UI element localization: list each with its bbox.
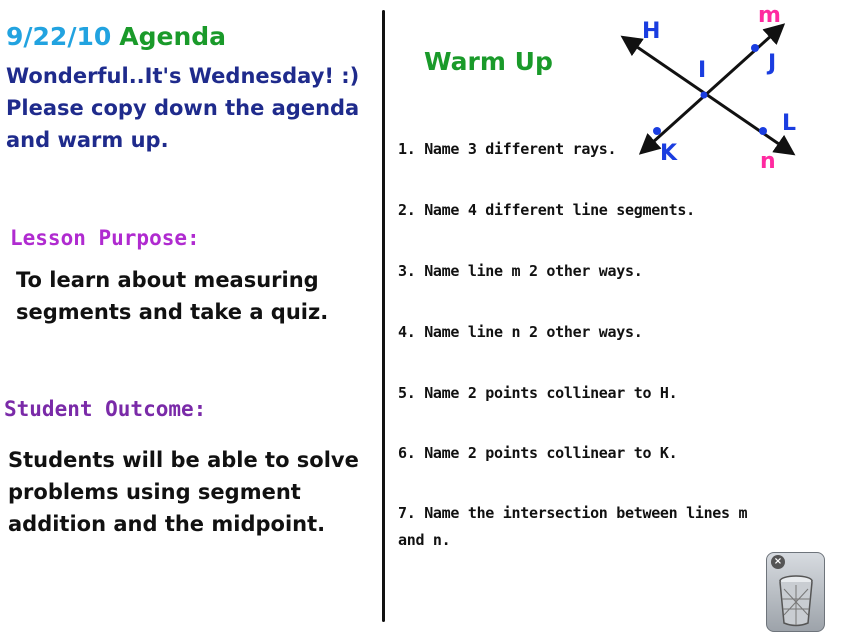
- warm-up-question-2: 2. Name 4 different line segments.: [398, 201, 695, 219]
- label-m: m: [758, 3, 781, 28]
- warm-up-question-6: 6. Name 2 points collinear to K.: [398, 444, 678, 462]
- point-j: [751, 44, 759, 52]
- agenda-intro: Wonderful..It's Wednesday! :) Please copy down the agenda and warm up.: [6, 64, 360, 152]
- warm-up-question-1: 1. Name 3 different rays.: [398, 140, 617, 158]
- column-divider: [382, 10, 385, 622]
- lesson-purpose-heading: Lesson Purpose:: [10, 226, 200, 250]
- student-outcome-heading: Student Outcome:: [4, 397, 207, 421]
- label-j: J: [768, 51, 777, 76]
- warm-up-question-5: 5. Name 2 points collinear to H.: [398, 384, 678, 402]
- point-l: [759, 127, 767, 135]
- close-icon[interactable]: ×: [771, 555, 785, 569]
- agenda-heading: [6, 22, 226, 51]
- label-i: I: [698, 58, 707, 83]
- line-n: [624, 38, 792, 153]
- warm-up-title: Warm Up: [424, 47, 553, 76]
- warm-up-question-3: 3. Name line m 2 other ways.: [398, 262, 643, 280]
- warm-up-question-7: 7. Name the intersection between lines m and n.: [398, 504, 748, 549]
- point-k: [653, 127, 661, 135]
- warm-up-question-4: 4. Name line n 2 other ways.: [398, 323, 643, 341]
- agenda-title: Agenda: [119, 22, 227, 51]
- label-l: L: [782, 111, 797, 136]
- lesson-purpose-text: To learn about measuring segments and take a quiz.: [16, 268, 329, 324]
- label-n: n: [760, 149, 776, 174]
- point-i: [701, 92, 708, 99]
- student-outcome-text: Students will be able to solve problems using segment addition and the midpoint.: [8, 448, 359, 536]
- trash-can-icon[interactable]: [776, 575, 816, 627]
- label-k: K: [660, 141, 678, 166]
- label-h: H: [642, 19, 661, 44]
- intersecting-lines-diagram: [600, 0, 845, 180]
- agenda-date: 9/22/10: [6, 22, 112, 51]
